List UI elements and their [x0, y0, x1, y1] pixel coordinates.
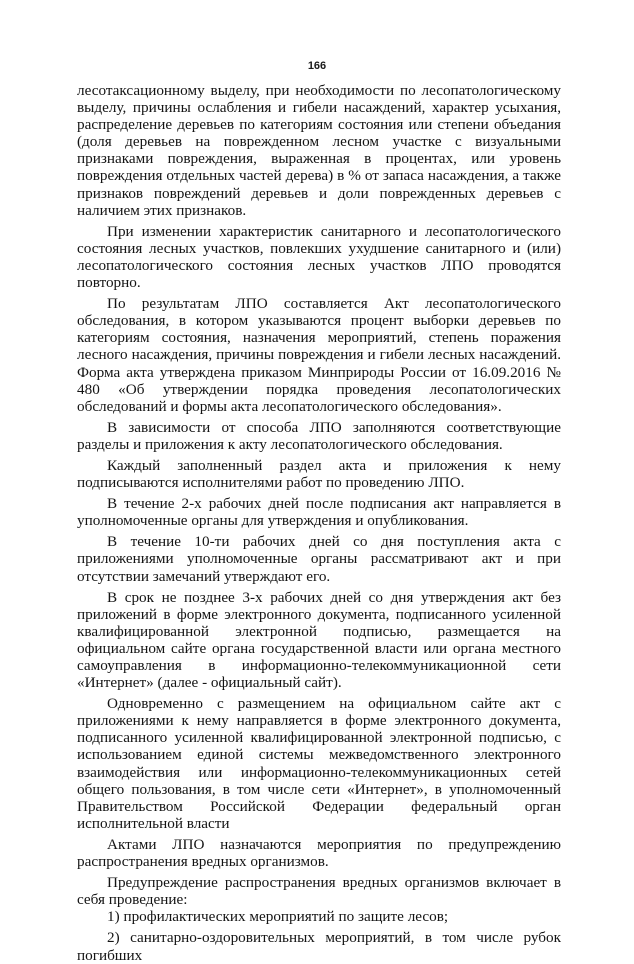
document-body	[77, 82, 561, 964]
paragraph: Предупреждение распространения вредных организмов включает в себя проведение:	[77, 874, 561, 909]
paragraph: В зависимости от способа ЛПО заполняются соответствующие разделы и приложения к акту лесопатологического обследования.	[77, 418, 561, 453]
paragraph: Одновременно с размещением на официальном сайте акт с приложениями к нему направляется в форме электронного документа, подписанного усиленной квалифицированной электронной подписью, с использованием единой системы межведомственного электронного взаимодействия или информационно-телекоммуникационных сетей общего пользования, в том числе сети «Интернет», в уполномоченный Правительством Российской Федерации федеральный орган исполнительной власти	[77, 695, 561, 832]
list-item: 2) санитарно-оздоровительных мероприятий, в том числе рубок погибших	[77, 929, 561, 964]
paragraph: При изменении характеристик санитарного и лесопатологического состояния лесных участков, повлекших ухудшение санитарного и (или) лесопатологического состояния лесных участков ЛПО проводятся повторно.	[77, 222, 561, 292]
paragraph: В течение 10-ти рабочих дней со дня поступления акта с приложениями уполномоченные органы рассматривают акт и при отсутствии замечаний утверждают его.	[77, 533, 561, 585]
paragraph: По результатам ЛПО составляется Акт лесопатологического обследования, в котором указываются процент выборки деревьев по категориям состояния, назначения мероприятий, степень поражения лесного насаждения, причины повреждения и гибели лесных насаждений. Форма акта утверждена приказом Минприроды России от 16.09.2016 № 480 «Об утверждении порядка проведения лесопатологических обследований и формы акта лесопатологического обследования».	[77, 295, 561, 415]
paragraph: Каждый заполненный раздел акта и приложения к нему подписываются исполнителями работ по проведению ЛПО.	[77, 456, 561, 492]
paragraph: В срок не позднее 3-х рабочих дней со дня утверждения акт без приложений в форме электронного документа, подписанного усиленной квалифицированной электронной подписью, размещается на официальном сайте органа государственной власти или органа местного самоуправления в информационно-телекоммуникационной сети «Интернет» (далее - официальный сайт).	[77, 588, 561, 692]
paragraph-continuation: лесотаксационному выделу, при необходимости по лесопатологическому выделу, причины ослабления и гибели насаждений, характер усыхания, распределение деревьев по категориям состояния или степени объедания (доля деревьев на поврежденном лесном участке с визуальными признаками повреждения, выраженная в процентах, или уровень повреждения отдельных частей дерева) в % от запаса насаждения, а также признаков повреждений деревьев и доли поврежденных деревьев с наличием этих признаков.	[77, 82, 561, 219]
list-item: 1) профилактических мероприятий по защите лесов;	[107, 908, 449, 926]
page-number: 166	[307, 60, 327, 72]
paragraph: Актами ЛПО назначаются мероприятия по предупреждению распространения вредных организмов.	[77, 835, 561, 871]
paragraph: В течение 2-х рабочих дней после подписания акт направляется в уполномоченные органы для утверждения и опубликования.	[77, 495, 561, 530]
